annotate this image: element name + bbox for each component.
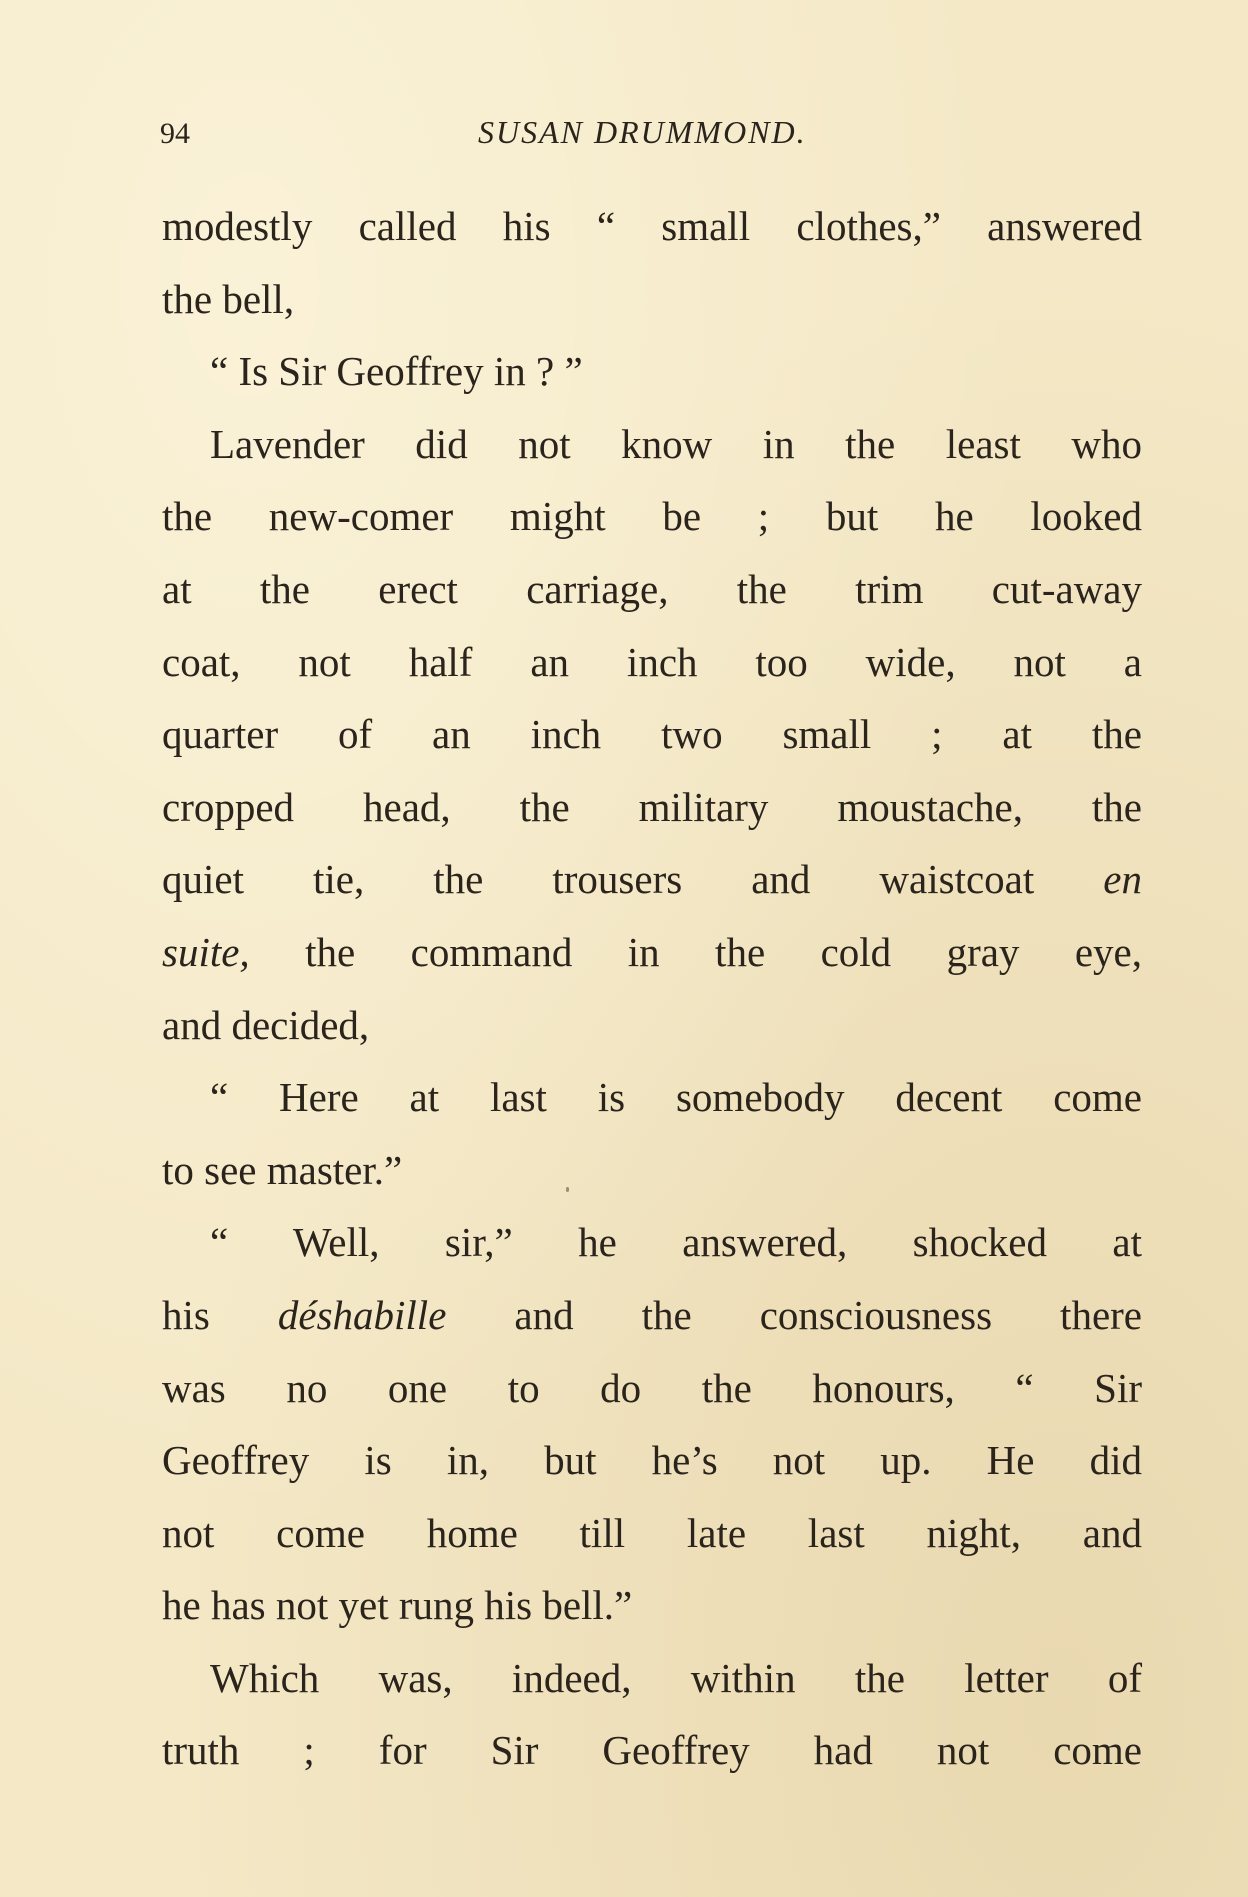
- text-line: at the erect carriage, the trim cut-away: [162, 565, 1142, 612]
- text-line: the new-comer might be ; but he looked: [162, 493, 1142, 540]
- text-line: not come home till late last night, and: [162, 1509, 1142, 1556]
- running-title: SUSAN DRUMMOND.: [478, 114, 807, 150]
- text-segment: his: [162, 1291, 210, 1338]
- text-line: cropped head, the military moustache, the: [162, 783, 1142, 830]
- text-line: the bell,: [162, 275, 295, 322]
- text-line: [162, 916, 1142, 989]
- text-line: [162, 1279, 1142, 1352]
- text-line: Which was, indeed, within the letter of: [210, 1654, 1142, 1701]
- text-line: quarter of an inch two small ; at the: [162, 711, 1142, 758]
- italic-text: déshabille: [277, 1291, 447, 1338]
- running-head: [160, 108, 1140, 158]
- text-line: [162, 843, 1142, 916]
- text-line: Geoffrey is in, but he’s not up. He did: [162, 1437, 1142, 1484]
- text-line: “ Is Sir Geoffrey in ? ”: [210, 348, 583, 395]
- text-line: to see master.”: [162, 1146, 403, 1193]
- text-segment: the command in the cold gray eye,: [305, 928, 1143, 975]
- text-line: “ Well, sir,” he answered, shocked at: [210, 1219, 1142, 1266]
- text-line: coat, not half an inch too wide, not a: [162, 638, 1142, 685]
- text-line: Lavender did not know in the least who: [210, 420, 1142, 467]
- text-line: modestly called his “ small clothes,” answered: [162, 203, 1142, 249]
- text-line: and decided,: [162, 1001, 370, 1048]
- italic-text: en: [1103, 856, 1142, 903]
- text-segment: quiet tie, the trousers and waistcoat: [162, 856, 1035, 903]
- text-line: was no one to do the honours, “ Sir: [162, 1364, 1142, 1411]
- italic-text: suite,: [162, 928, 250, 975]
- paper-speck: [566, 1187, 569, 1192]
- text-line: “ Here at last is somebody decent come: [210, 1074, 1142, 1121]
- text-line: truth ; for Sir Geoffrey had not come: [162, 1727, 1142, 1774]
- text-segment: and the consciousness there: [514, 1291, 1142, 1338]
- body-text: [162, 190, 1142, 1787]
- page-number: 94: [160, 117, 190, 150]
- text-line: he has not yet rung his bell.”: [162, 1582, 633, 1629]
